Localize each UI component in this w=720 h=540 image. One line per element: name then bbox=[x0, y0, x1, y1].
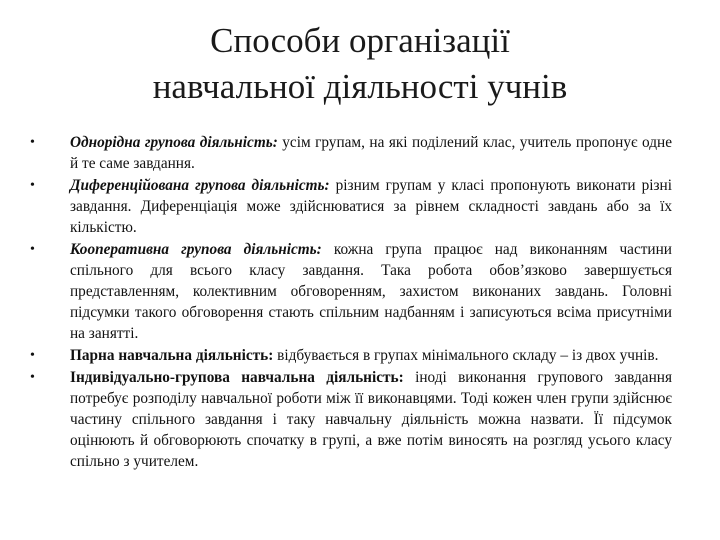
title-line-2: навчальної діяльності учнів bbox=[152, 67, 568, 106]
list-item bbox=[24, 132, 672, 174]
item-term: Індивідуально-групова навчальна діяльність: bbox=[70, 369, 404, 386]
bullet-icon: • bbox=[30, 135, 35, 150]
bullet-icon: • bbox=[30, 348, 35, 363]
bullet-icon: • bbox=[30, 370, 35, 385]
list-item bbox=[24, 345, 672, 366]
list-item bbox=[24, 239, 672, 344]
bullet-icon: • bbox=[30, 242, 35, 257]
item-term: Кооперативна групова діяльність: bbox=[70, 241, 322, 258]
item-term: Однорідна групова діяльність: bbox=[70, 134, 278, 151]
item-text: іноді виконання групового завдання потребує розподілу навчальної роботи між її виконавцями. Тоді кожен член групи здійснює частину спільного завдання і таку навчальну діяльність можна назвати. Її підсумок оцінюють й обговорюють спочатку в групі, а вже потім виносять на розгляд усього класу спільно з учителем. bbox=[70, 369, 672, 470]
item-text: кожна група працює над виконанням частини спільного для всього класу завдання. Така робота обов’язково завершується представленням, колективним обговоренням, захистом виконаних завдань. Головні підсумки такого обговорення стають спільним надбанням і записуються всіма присутніми на занятті. bbox=[70, 241, 672, 342]
list-item bbox=[24, 367, 672, 472]
bullet-icon: • bbox=[30, 178, 35, 193]
page-title bbox=[60, 18, 660, 110]
item-text: усім групам, на які поділений клас, учитель пропонує одне й те саме завдання. bbox=[70, 134, 672, 172]
item-text: відбувається в групах мінімального складу – із двох учнів. bbox=[273, 347, 659, 364]
item-term: Диференційована групова діяльність: bbox=[70, 177, 330, 194]
item-text: різним групам у класі пропонують виконати різні завдання. Диференціація може здійснюватися за рівнем складності завдань або за їх кількістю. bbox=[70, 177, 672, 236]
item-term: Парна навчальна діяльність: bbox=[70, 347, 274, 364]
title-line-1: Способи організації bbox=[210, 21, 510, 60]
bullet-list bbox=[24, 132, 672, 473]
list-item bbox=[24, 175, 672, 238]
